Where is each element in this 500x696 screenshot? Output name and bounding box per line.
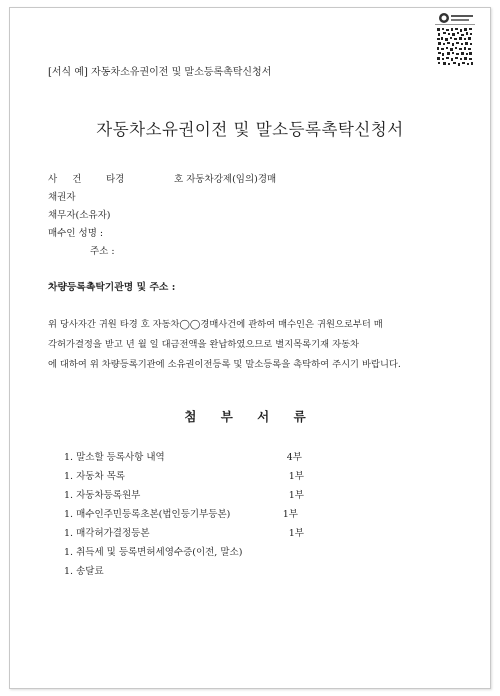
attachment-count: 4부	[286, 452, 302, 463]
attachment-item: 1. 자동차등록원부	[64, 490, 141, 501]
attachments-heading: 첨 부 서 류	[184, 409, 316, 424]
attachment-item: 1. 매수인주민등록초본(법인등기부등본)	[64, 509, 231, 520]
body-paragraph-line: 각허가결정을 받고 년 월 일 대금전액을 완납하였으므로 별지목록기재 자동차	[48, 339, 360, 350]
attachment-item: 1. 자동차 목록	[64, 471, 125, 482]
case-court: 타경	[106, 174, 125, 185]
qr-code-stamp	[421, 12, 475, 68]
buyer-address-label: 주소 :	[90, 246, 115, 257]
case-type: 호 자동차강제(임의)경매	[174, 174, 277, 185]
attachment-item: 1. 매각허가결정등본	[64, 528, 150, 539]
debtor-label: 채무자(소유자)	[48, 210, 111, 221]
body-paragraph-line: 위 당사자간 귀원 타경 호 자동차◯◯경매사건에 관하여 매수인은 귀원으로부터 매	[48, 319, 383, 330]
attachment-item: 1. 송달료	[64, 566, 104, 577]
body-paragraph-line: 에 대하여 위 차량등록기관에 소유권이전등록 및 말소등록을 촉탁하여 주시기 바랍니다.	[48, 359, 401, 370]
case-label: 사 건	[48, 174, 88, 185]
attachment-count: 1부	[288, 490, 304, 501]
form-label: [서식 예] 자동차소유권이전 및 말소등록촉탁신청서	[48, 67, 272, 78]
attachment-count: 1부	[288, 471, 304, 482]
attachment-count: 1부	[282, 509, 298, 520]
attachment-count: 1부	[288, 528, 304, 539]
document-title: 자동차소유권이전 및 말소등록촉탁신청서	[96, 120, 404, 139]
attachment-item: 1. 말소할 등록사항 내역	[64, 452, 165, 463]
buyer-name-label: 매수인 성명 :	[48, 228, 104, 239]
creditor-label: 채권자	[48, 192, 76, 203]
registration-agency-label: 차량등록촉탁기관명 및 주소 :	[48, 282, 176, 293]
attachment-item: 1. 취득세 및 등록면허세영수증(이전, 말소)	[64, 547, 243, 558]
